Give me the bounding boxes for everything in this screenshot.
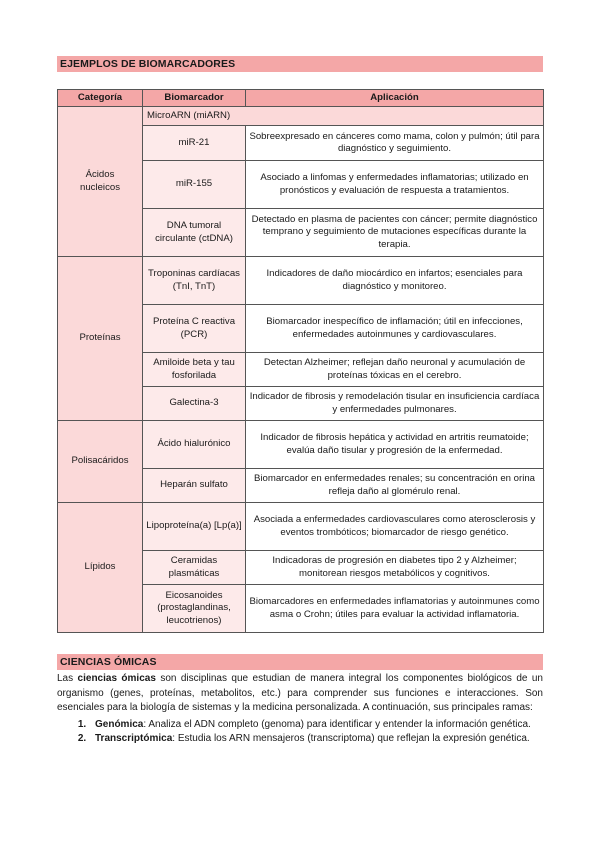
application-cell: Asociado a linfomas y enfermedades inflamatorias; utilizado en pronósticos y evaluación de respuesta a tratamientos. bbox=[246, 161, 544, 209]
application-cell: Sobreexpresado en cánceres como mama, colon y pulmón; útil para diagnóstico y seguimiento. bbox=[246, 126, 544, 161]
header-aplicacion: Aplicación bbox=[246, 90, 544, 107]
application-cell: Detectado en plasma de pacientes con cáncer; permite diagnóstico temprano y seguimiento de mutaciones específicas durante la terapia. bbox=[246, 209, 544, 257]
intro-prefix: Las bbox=[57, 673, 78, 684]
header-categoria: Categoría bbox=[58, 90, 143, 107]
biomarker-cell: Lipoproteína(a) [Lp(a)] bbox=[143, 503, 246, 551]
document-page bbox=[57, 56, 543, 747]
biomarker-cell: Amiloide beta y tau fosforilada bbox=[143, 353, 246, 387]
application-cell: Indicadores de daño miocárdico en infartos; esenciales para diagnóstico y monitoreo. bbox=[246, 257, 544, 305]
subcategory-cell: MicroARN (miARN) bbox=[143, 107, 544, 126]
category-cell: Proteínas bbox=[58, 257, 143, 421]
biomarker-cell: Eicosanoides (prostaglandinas, leucotrienos) bbox=[143, 585, 246, 633]
application-cell: Biomarcadores en enfermedades inflamatorias y autoinmunes como asma o Crohn; útiles para evaluar la actividad inflamatoria. bbox=[246, 585, 544, 633]
application-cell: Indicadoras de progresión en diabetes tipo 2 y Alzheimer; monitorean riesgos metabólicos y cognitivos. bbox=[246, 551, 544, 585]
list-item-text: : Analiza el ADN completo (genoma) para identificar y entender la información genética. bbox=[143, 718, 531, 730]
biomarker-cell: Ceramidas plasmáticas bbox=[143, 551, 246, 585]
omics-intro-paragraph bbox=[57, 672, 543, 716]
application-cell: Biomarcador inespecífico de inflamación; útil en infecciones, enfermedades autoinmunes y cardiovasculares. bbox=[246, 305, 544, 353]
list-item-term: Genómica bbox=[95, 718, 144, 730]
table-row bbox=[58, 421, 544, 469]
category-cell: Polisacáridos bbox=[58, 421, 143, 503]
biomarker-cell: Heparán sulfato bbox=[143, 469, 246, 503]
application-cell: Biomarcador en enfermedades renales; su concentración en orina refleja daño al glomérulo renal. bbox=[246, 469, 544, 503]
biomarker-cell: miR-155 bbox=[143, 161, 246, 209]
table-row bbox=[58, 107, 544, 126]
list-item bbox=[89, 718, 543, 733]
biomarker-table bbox=[57, 89, 544, 633]
omics-section bbox=[57, 654, 543, 747]
intro-bold-term: ciencias ómicas bbox=[77, 673, 156, 684]
biomarker-cell: DNA tumoral circulante (ctDNA) bbox=[143, 209, 246, 257]
biomarker-cell: miR-21 bbox=[143, 126, 246, 161]
biomarker-cell: Ácido hialurónico bbox=[143, 421, 246, 469]
table-row bbox=[58, 503, 544, 551]
biomarker-cell: Proteína C reactiva (PCR) bbox=[143, 305, 246, 353]
section-title-biomarcadores: EJEMPLOS DE BIOMARCADORES bbox=[57, 56, 543, 72]
biomarker-cell: Troponinas cardíacas (TnI, TnT) bbox=[143, 257, 246, 305]
category-cell: Lípidos bbox=[58, 503, 143, 633]
application-cell: Detectan Alzheimer; reflejan daño neuronal y acumulación de proteínas tóxicas en el cerebro. bbox=[246, 353, 544, 387]
application-cell: Asociada a enfermedades cardiovasculares como aterosclerosis y eventos trombóticos; biomarcador de riesgo genético. bbox=[246, 503, 544, 551]
table-header-row bbox=[58, 90, 544, 107]
application-cell: Indicador de fibrosis hepática y actividad en artritis reumatoide; evalúa daño tisular y progresión de la enfermedad. bbox=[246, 421, 544, 469]
list-item bbox=[89, 732, 543, 747]
biomarker-cell: Galectina-3 bbox=[143, 387, 246, 421]
table-row bbox=[58, 257, 544, 305]
list-item-text: : Estudia los ARN mensajeros (transcriptoma) que reflejan la expresión genética. bbox=[172, 733, 530, 744]
omics-list bbox=[57, 718, 543, 747]
header-biomarcador: Biomarcador bbox=[143, 90, 246, 107]
intro-text: son disciplinas que estudian de manera integral los componentes biológicos de un organismo (genes, proteínas, metabolitos, etc.) para comprender sus funciones e interacciones. Son esenciales para la biología de sistemas y la medicina personalizada. A continuación, sus principales ramas: bbox=[57, 673, 543, 713]
section-title-omicas: CIENCIAS ÓMICAS bbox=[57, 654, 543, 670]
category-cell: Ácidos nucleicos bbox=[58, 107, 143, 257]
list-item-term: Transcriptómica bbox=[95, 733, 173, 744]
application-cell: Indicador de fibrosis y remodelación tisular en insuficiencia cardíaca y enfermedades pulmonares. bbox=[246, 387, 544, 421]
